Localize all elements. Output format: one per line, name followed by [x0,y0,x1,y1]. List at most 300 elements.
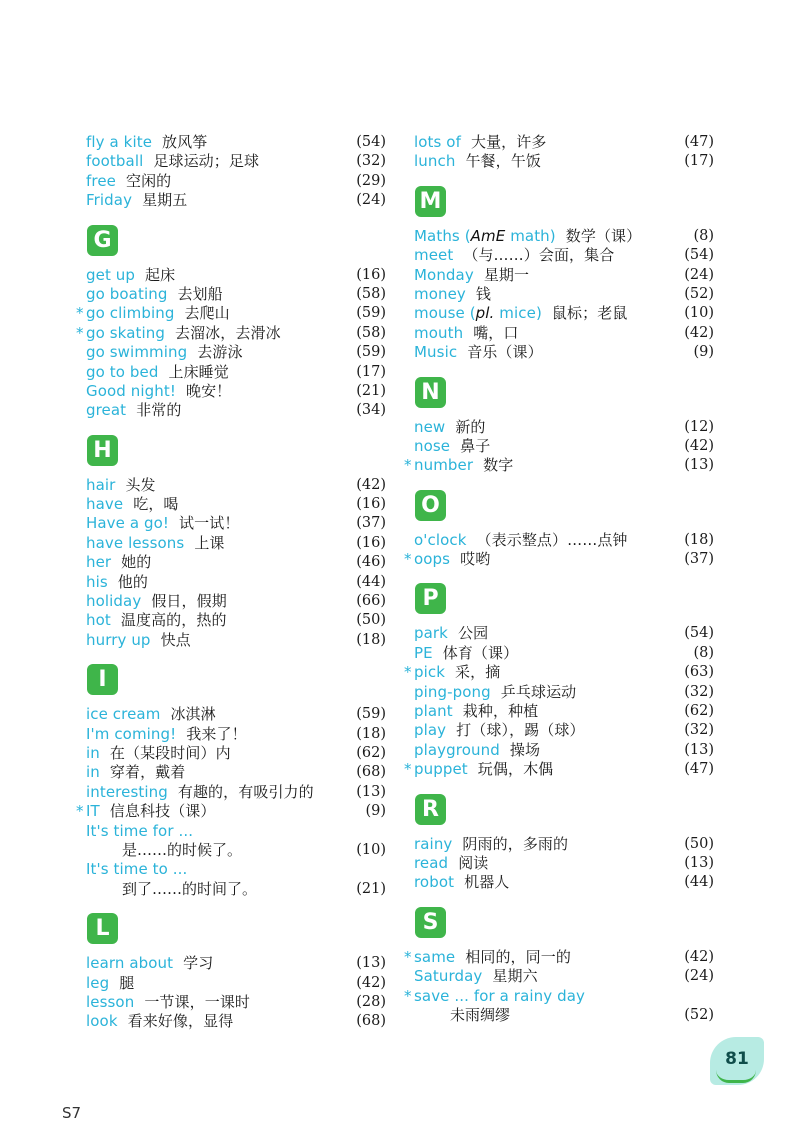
chinese-meaning: 哎哟 [460,550,491,569]
glossary-entry [76,705,386,724]
chinese-meaning: 午餐，午饭 [465,152,541,171]
english-term [414,873,509,892]
glossary-entry [404,437,714,456]
glossary-entry [76,860,386,899]
star-marker: * [404,663,412,682]
page-reference: (42) [684,324,714,341]
page-reference: (13) [356,955,386,972]
english-term-text: have lessons [86,533,185,552]
glossary-entry [76,191,386,210]
english-term [86,954,213,973]
english-term-text: football [86,152,144,171]
english-term [414,456,513,475]
glossary-entry [76,573,386,592]
english-term-text: free [86,171,116,190]
english-term-text: in [86,763,100,782]
english-term [414,624,488,643]
section-letter: H [87,435,118,466]
page-reference: (59) [356,706,386,723]
english-term [86,725,247,744]
glossary-entry [404,152,714,171]
chinese-meaning: 音乐（课） [467,343,543,362]
english-term [86,573,148,592]
english-term [414,227,641,246]
english-term-text: his [86,572,108,591]
section-letter: R [415,794,446,825]
english-term [414,741,540,760]
chinese-meaning: 机器人 [464,873,510,892]
english-term [86,266,175,285]
star-marker: * [404,456,412,475]
glossary-entry [76,1012,386,1031]
glossary-entry [76,324,386,343]
glossary-entry [404,873,714,892]
page-reference: (13) [356,783,386,800]
chinese-meaning: 看来好像，显得 [127,1012,234,1031]
english-term [86,476,156,495]
english-term [86,783,314,802]
page-reference: (59) [356,344,386,361]
glossary-entry [76,954,386,973]
english-term-text: great [86,401,127,420]
section-letter: S [415,907,446,938]
glossary-entry [404,741,714,760]
glossary-entry [404,721,714,740]
english-term-text: PE [414,643,433,662]
glossary-entry [404,418,714,437]
page-reference: (58) [356,285,386,302]
english-term [414,760,553,779]
english-term [86,363,229,382]
chinese-meaning: 他的 [117,572,148,591]
english-term [86,553,151,572]
glossary-entry [76,553,386,572]
english-term-text: go to bed [86,362,159,381]
english-term-text: hurry up [86,630,151,649]
glossary-entry [76,152,386,171]
english-term-text: o'clock [414,530,467,549]
english-term-text: go swimming [86,343,188,362]
english-term [86,631,191,650]
chinese-meaning: 在（某段时间）内 [109,743,231,762]
english-term [86,1012,233,1031]
english-term [414,152,541,171]
english-term-text: play [414,721,447,740]
glossary-entry [76,495,386,514]
chinese-meaning: 是……的时候了。 [122,840,243,859]
english-term [414,948,571,967]
page-reference: (8) [693,227,714,244]
english-term-text: have [86,495,124,514]
page-reference: (42) [684,948,714,965]
section-continued [76,133,386,211]
section-letter: N [415,377,446,408]
section-m [404,186,714,363]
page-reference: (59) [356,305,386,322]
english-term [86,534,225,553]
section-p [404,583,714,779]
english-term-text: ping-pong [414,682,491,701]
glossary-entry [404,343,714,362]
glossary-entry [404,550,714,569]
chinese-meaning: 乒乓球运动 [500,682,577,701]
chinese-meaning: 鼠标；老鼠 [551,304,628,323]
page-reference: (46) [356,554,386,571]
page-reference: (29) [356,172,386,189]
english-term [86,611,227,630]
glossary-entry [76,592,386,611]
glossary-entry [404,854,714,873]
chinese-meaning: 体育（课） [442,643,519,662]
english-term [86,343,243,362]
glossary-entry [76,763,386,782]
glossary-entry [404,644,714,663]
chinese-meaning: 阴雨的，多雨的 [462,834,569,853]
chinese-meaning: 足球运动；足球 [153,152,260,171]
english-term [414,285,491,304]
chinese-meaning: 相同的，同一的 [465,947,571,966]
english-term [414,702,538,721]
glossary-entry [76,285,386,304]
english-term-text: her [86,553,112,572]
english-term [414,531,628,550]
page-reference: (42) [356,974,386,991]
glossary-entry [404,683,714,702]
page-reference: (54) [356,134,386,150]
page-reference: (24) [684,968,714,985]
chinese-meaning: 一节课，一课时 [144,992,251,1011]
page-reference: (58) [356,324,386,341]
page-reference: (10) [684,305,714,322]
english-term-text: playground [414,740,500,759]
page-number: 81 [725,1049,749,1069]
chinese-meaning: 新的 [455,417,486,436]
chinese-meaning: 数学（课） [565,226,642,245]
english-term-text: go skating [86,323,165,342]
glossary-entry [404,663,714,682]
page-reference: (50) [684,835,714,852]
section-letter: G [87,225,118,256]
english-term [86,860,187,879]
section-continued [404,133,714,172]
chinese-meaning: 星期五 [142,191,188,210]
star-marker: * [404,760,412,779]
chinese-meaning: 星期六 [492,967,538,986]
glossary-entry [404,531,714,550]
english-term-text: go boating [86,284,168,303]
wave-decoration [716,1070,756,1083]
page-reference: (16) [356,266,386,283]
page-reference: (52) [684,1006,714,1023]
glossary-entry [404,835,714,854]
chinese-meaning: 温度高的，热的 [120,611,227,630]
english-term-text: read [414,853,449,872]
page-number-badge [710,1037,764,1085]
glossary-entry [76,783,386,802]
glossary-entry [404,456,714,475]
chinese-meaning: 空闲的 [125,171,172,190]
english-term-text: Monday [414,265,474,284]
english-term-text: pick [414,663,446,682]
english-term-text: Have a go! [86,514,170,533]
section-r [404,794,714,893]
english-term-text: lots of [414,133,461,151]
english-term-text: hot [86,611,111,630]
english-term [86,514,239,533]
page-reference: (62) [684,703,714,720]
page-reference: (9) [693,344,714,361]
glossary-entry [76,382,386,401]
english-term [414,304,627,323]
section-n [404,377,714,476]
english-term-text: lunch [414,152,456,171]
section-l [76,913,386,1032]
glossary-entry [404,246,714,265]
chinese-meaning: 去划船 [177,284,223,303]
english-term-italic: pl. [475,304,495,323]
footer-code: S7 [62,1104,82,1122]
glossary-entry [404,987,714,1026]
section-h [76,435,386,651]
chinese-meaning: 嘴，口 [473,323,519,342]
section-s [404,907,714,1026]
chinese-meaning: 到了……的时间了。 [122,879,258,898]
glossary-right-column [404,133,714,1025]
page-reference: (62) [356,744,386,761]
section-letter: O [415,490,446,521]
page-reference: (32) [356,153,386,170]
chinese-meaning: 上课 [194,533,225,552]
glossary-entry [76,172,386,191]
english-term-suffix: mice) [494,304,542,323]
english-term [86,802,216,821]
english-term [414,133,546,152]
english-term-text: meet [414,246,454,265]
glossary-entry [76,266,386,285]
english-term-text: rainy [414,834,453,853]
english-term-text: number [414,456,474,475]
english-term [86,152,259,171]
english-term-text: interesting [86,782,168,801]
english-term [414,683,576,702]
english-term-text: puppet [414,760,468,779]
page-reference: (37) [356,515,386,532]
glossary-entry [76,514,386,533]
english-term [86,974,134,993]
chinese-meaning: 吃，喝 [133,495,179,514]
english-term [414,550,490,569]
section-i [76,664,386,899]
page-reference: (16) [356,496,386,513]
page-reference: (68) [356,1013,386,1030]
glossary-entry [404,702,714,721]
glossary-entry [404,304,714,323]
glossary-entry [404,227,714,246]
page-reference: (47) [684,761,714,778]
glossary-entry [76,974,386,993]
english-term-text: Music [414,343,458,362]
english-term [86,495,179,514]
english-term [86,382,231,401]
page-reference: (42) [684,437,714,454]
chinese-meaning: 冰淇淋 [170,705,216,724]
glossary-entry [76,534,386,553]
section-letter: L [87,913,118,944]
english-term [414,343,543,362]
page-reference: (24) [684,266,714,283]
glossary-entry [76,363,386,382]
glossary-entry [404,266,714,285]
chinese-meaning: 去游泳 [197,343,243,362]
glossary-entry [404,948,714,967]
page-reference: (37) [684,551,714,568]
chinese-meaning: 鼻子 [460,436,491,455]
glossary-entry [76,744,386,763]
page-reference: (12) [684,418,714,435]
english-term-text: I'm coming! [86,724,177,743]
english-term-text: Friday [86,191,133,210]
page-reference: (24) [356,192,386,209]
chinese-meaning: 数字 [483,456,514,475]
chinese-meaning: 上床睡觉 [168,362,229,381]
glossary-entry [404,967,714,986]
chinese-meaning: 放风筝 [162,133,208,151]
english-term-text: learn about [86,954,174,973]
english-term [414,721,585,740]
page-reference: (10) [356,841,386,858]
chinese-meaning: 穿着，戴着 [109,763,186,782]
chinese-meaning: 腿 [119,973,135,992]
english-term [86,285,223,304]
page-reference: (13) [684,854,714,871]
star-marker: * [76,323,84,342]
english-term-text: mouse ( [414,304,476,323]
english-term-text: Maths ( [414,226,471,245]
star-marker: * [76,802,84,821]
page-reference: (44) [356,573,386,590]
english-term-text: leg [86,973,110,992]
page-reference: (54) [684,247,714,264]
page-reference: (13) [684,741,714,758]
glossary-entry [76,133,386,152]
english-term-text: in [86,743,100,762]
english-term [86,133,207,152]
english-term-italic: AmE [470,226,506,245]
english-term-text: It's time for ... [86,821,194,840]
english-term [86,763,185,782]
page-reference: (21) [356,382,386,399]
glossary-entry [76,304,386,323]
chinese-meaning: 去溜冰，去滑冰 [174,323,281,342]
english-term-text: go climbing [86,304,175,323]
english-term-text: plant [414,702,453,721]
page-reference: (34) [356,402,386,419]
english-term-text: IT [86,802,100,821]
page-reference: (63) [684,664,714,681]
english-term-text: hair [86,475,116,494]
chinese-meaning: 晚安！ [185,381,232,400]
chinese-meaning: 玩偶，木偶 [477,760,554,779]
english-term [86,592,227,611]
chinese-meaning: 去爬山 [184,304,230,323]
english-term [86,172,171,191]
section-letter: I [87,664,118,695]
chinese-meaning: （表示整点）……点钟 [476,530,628,549]
english-term-text: It's time to ... [86,860,188,879]
glossary-entry [404,133,714,152]
english-term [86,324,281,343]
page-reference: (42) [356,476,386,493]
english-term-suffix: math) [505,226,556,245]
english-term [414,246,614,265]
english-term [414,644,518,663]
page-reference: (9) [365,803,386,820]
page-reference: (54) [684,625,714,642]
star-marker: * [76,304,84,323]
page-reference: (18) [356,631,386,648]
page-reference: (17) [356,363,386,380]
glossary-entry [404,760,714,779]
chinese-meaning: 未雨绸缪 [450,1005,511,1024]
english-term [86,705,216,724]
page-reference: (16) [356,534,386,551]
english-term [414,987,585,1006]
chinese-meaning: 她的 [121,553,152,572]
page-reference: (66) [356,593,386,610]
english-term [414,663,500,682]
chinese-meaning: 起床 [145,265,176,284]
section-letter: M [415,186,446,217]
page-reference: (44) [684,874,714,891]
english-term-text: holiday [86,592,142,611]
star-marker: * [404,986,412,1005]
glossary-entry [76,611,386,630]
chinese-meaning: 大量，许多 [470,133,547,151]
chinese-meaning: 头发 [125,475,156,494]
chinese-meaning: 学习 [183,954,214,973]
english-term-text: money [414,284,466,303]
star-marker: * [404,947,412,966]
chinese-meaning: 打（球），踢（球） [456,721,585,740]
english-term-text: robot [414,873,455,892]
glossary-entry [76,343,386,362]
glossary-entry [76,802,386,821]
english-term-text: save ... for a rainy day [414,986,585,1005]
english-term [86,993,250,1012]
english-term-text: get up [86,265,136,284]
english-term [414,266,529,285]
page-reference: (32) [684,683,714,700]
chinese-meaning: 我来了！ [186,724,247,743]
page-reference: (13) [684,457,714,474]
english-term-text: Saturday [414,967,483,986]
page-reference: (17) [684,153,714,170]
chinese-meaning: 栽种，种植 [462,702,539,721]
page-reference: (47) [684,134,714,150]
chinese-meaning: 快点 [160,630,191,649]
page-reference: (50) [356,612,386,629]
english-term [414,324,519,343]
english-term-text: ice cream [86,705,161,724]
glossary-entry [404,624,714,643]
section-letter: P [415,583,446,614]
english-term-text: Good night! [86,381,176,400]
english-term [414,967,538,986]
chinese-meaning: 有趣的，有吸引力的 [177,782,314,801]
glossary-entry [404,324,714,343]
glossary-entry [76,476,386,495]
glossary-entry [76,993,386,1012]
